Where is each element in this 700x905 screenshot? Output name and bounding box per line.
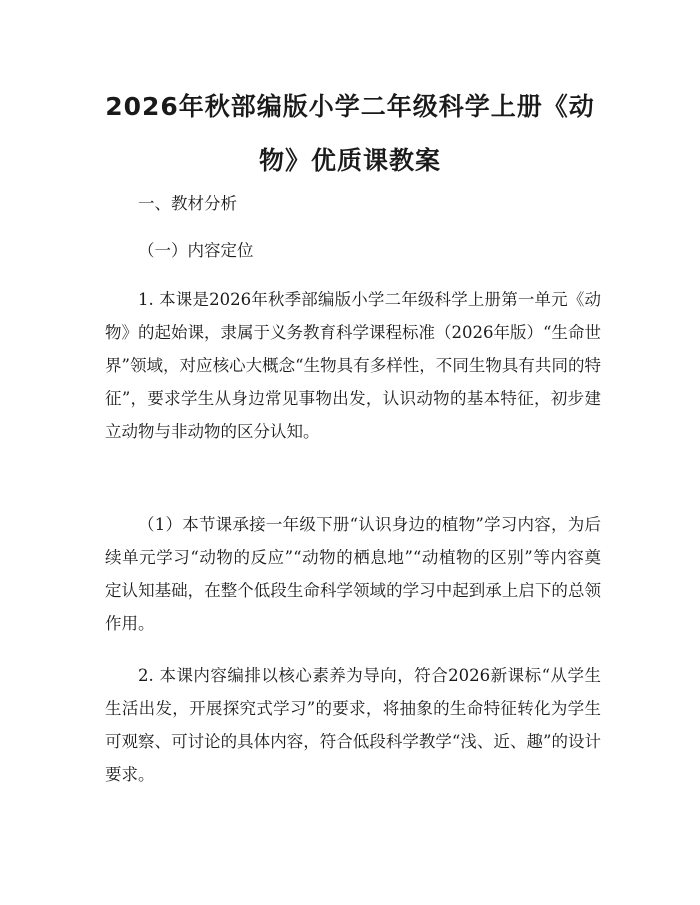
section-heading: 一、教材分析 <box>138 194 237 213</box>
paragraph-2: （1）本节课承接一年级下册“认识身边的植物”学习内容，为后续单元学习“动物的反应”“动物的栖息地”“动植物的区别”等内容奠定认知基础，在整个低段生命科学领域的学习中起到承上启下的总领作用。 <box>105 515 601 633</box>
document-title: 2026年秋部编版小学二年级科学上册《动物》优质课教案 <box>105 92 595 175</box>
subsection-heading: （一）内容定位 <box>138 241 254 260</box>
paragraph-1: 1. 本课是2026年秋季部编版小学二年级科学上册第一单元《动物》的起始课，隶属于义务教育科学课程标准（2026年版）“生命世界”领域，对应核心大概念“生物具有多样性，不同生物具有共同的特征”，要求学生从身边常见事物出发，认识动物的基本特征，初步建立动物与非动物的区分认知。 <box>105 290 601 441</box>
paragraph-3: 2. 本课内容编排以核心素养为导向，符合2026新课标“从学生生活出发，开展探究式学习”的要求，将抽象的生命特征转化为学生可观察、可讨论的具体内容，符合低段科学教学“浅、近、趣”的设计要求。 <box>105 666 601 784</box>
